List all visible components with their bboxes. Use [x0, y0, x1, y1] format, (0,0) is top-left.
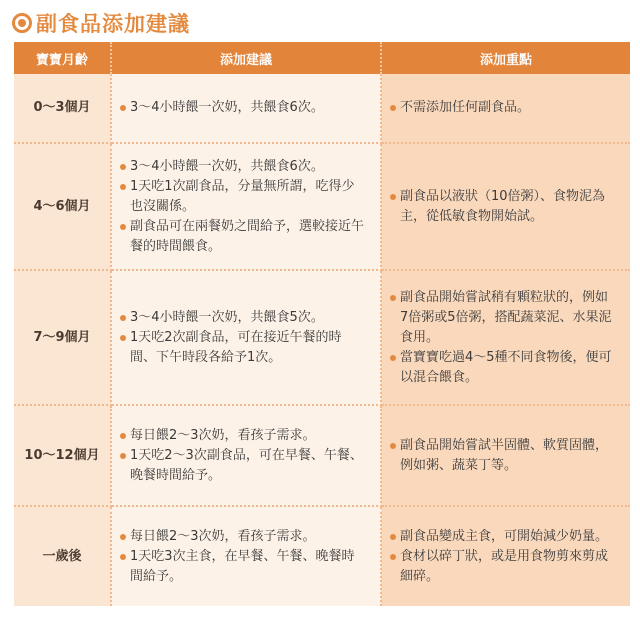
- page-title-text: 副食品添加建議: [36, 12, 190, 36]
- advice-cell: [111, 143, 381, 270]
- table-row: [14, 405, 630, 506]
- feeding-table: [14, 42, 630, 606]
- age-cell: 4～6個月: [14, 143, 111, 270]
- focus-cell: [381, 143, 630, 270]
- list-item: 1天吃2次副食品，可在接近午餐的時間、下午時段各給予1次。: [120, 328, 366, 368]
- list-item: 3～4小時餵一次奶，共餵食5次。: [120, 308, 366, 328]
- list-item: 每日餵2～3次奶，看孩子需求。: [120, 426, 366, 446]
- list-item: 3～4小時餵一次奶，共餵食6次。: [120, 98, 366, 118]
- advice-cell: [111, 270, 381, 405]
- circle-bullet-icon: [12, 13, 32, 33]
- list-item: 3～4小時餵一次奶，共餵食6次。: [120, 157, 366, 177]
- list-item: 副食品變成主食，可開始減少奶量。: [390, 527, 616, 547]
- list-item: 副食品可在兩餐奶之間給予，選較接近午餐的時間餵食。: [120, 217, 366, 257]
- list-item: 1天吃2～3次副食品，可在早餐、午餐、晚餐時間給予。: [120, 446, 366, 486]
- advice-cell: [111, 74, 381, 143]
- list-item: 每日餵2～3次奶，看孩子需求。: [120, 527, 366, 547]
- table-header-row: [14, 42, 630, 74]
- age-cell: 10～12個月: [14, 405, 111, 506]
- focus-cell: [381, 506, 630, 606]
- list-item: 副食品開始嘗試半固體、軟質固體，例如粥、蔬菜丁等。: [390, 436, 616, 476]
- list-item: 1天吃3次主食，在早餐、午餐、晚餐時間給予。: [120, 547, 366, 587]
- table-row: [14, 506, 630, 606]
- focus-cell: [381, 405, 630, 506]
- age-cell: 一歲後: [14, 506, 111, 606]
- focus-cell: [381, 270, 630, 405]
- header-age: 寶寶月齡: [14, 42, 111, 74]
- page-title: [12, 8, 190, 38]
- header-advice: 添加建議: [111, 42, 381, 74]
- header-focus: 添加重點: [381, 42, 630, 74]
- table-row: [14, 143, 630, 270]
- age-cell: 7～9個月: [14, 270, 111, 405]
- list-item: 1天吃1次副食品，分量無所謂，吃得少也沒關係。: [120, 177, 366, 217]
- table-row: [14, 270, 630, 405]
- focus-cell: [381, 74, 630, 143]
- advice-cell: [111, 405, 381, 506]
- age-cell: 0～3個月: [14, 74, 111, 143]
- advice-cell: [111, 506, 381, 606]
- list-item: 不需添加任何副食品。: [390, 98, 616, 118]
- table-row: [14, 74, 630, 143]
- list-item: 副食品以液狀（10倍粥）、食物泥為主，從低敏食物開始試。: [390, 187, 616, 227]
- list-item: 當寶寶吃過4～5種不同食物後，便可以混合餵食。: [390, 348, 616, 388]
- list-item: 食材以碎丁狀，或是用食物剪來剪成細碎。: [390, 547, 616, 587]
- list-item: 副食品開始嘗試稍有顆粒狀的，例如7倍粥或5倍粥，搭配蔬菜泥、水果泥食用。: [390, 288, 616, 348]
